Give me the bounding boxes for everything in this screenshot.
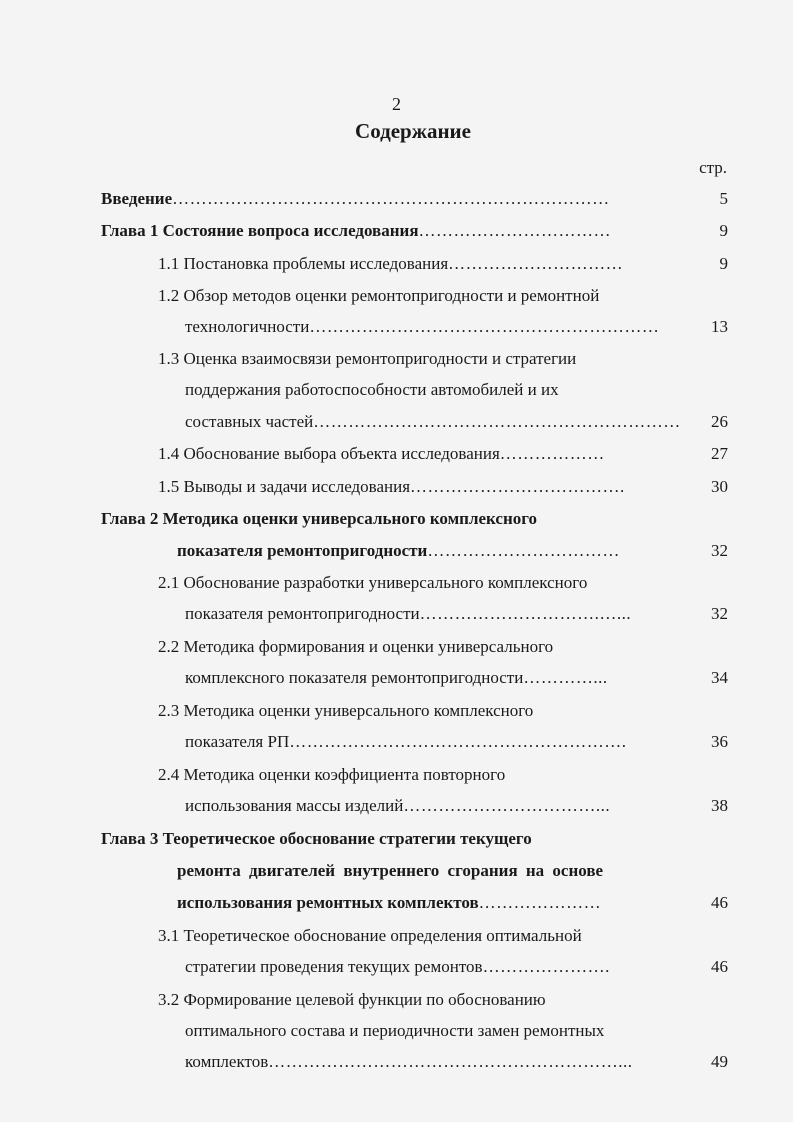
toc-label: Глава 2 Методика оценки универсального комплексного <box>101 509 538 528</box>
toc-label: показателя ремонтопригодности <box>177 541 428 560</box>
toc-label: использования ремонтных комплектов <box>177 893 479 912</box>
toc-label: 2.4 Методика оценки коэффициента повторного <box>158 765 506 784</box>
toc-label: поддержания работоспособности автомобилей и их <box>185 380 559 399</box>
toc-leader-dots: …………………. <box>482 957 610 976</box>
toc-entry-3-2 <box>158 990 546 1010</box>
toc-page-number: 30 <box>711 477 728 496</box>
page-title: Содержание <box>355 119 471 143</box>
toc-page-number: 26 <box>711 412 728 431</box>
toc-page-number: 34 <box>711 668 728 687</box>
toc-label: стратегии проведения текущих ремонтов <box>185 957 483 976</box>
toc-label: показателя ремонтопригодности <box>185 604 420 623</box>
toc-label: показателя РП <box>185 732 290 751</box>
toc-entry-1-4 <box>158 444 605 464</box>
pages-column-header: стр. <box>699 158 727 177</box>
toc-entry-2-4 <box>158 765 505 785</box>
toc-entry-1-3 <box>158 349 576 369</box>
toc-leader-dots: ……………………………………………………… <box>313 412 681 431</box>
toc-leader-dots: …………………………………………………… <box>309 317 660 336</box>
toc-label: 2.3 Методика оценки универсального комплексного <box>158 701 534 720</box>
toc-page-number: 5 <box>719 189 728 208</box>
toc-entry-2-1 <box>158 573 587 593</box>
toc-label: комплектов <box>185 1052 269 1071</box>
toc-entry-3-2-cont <box>185 1021 604 1041</box>
toc-entry-1-2 <box>158 286 599 306</box>
toc-label: 1.3 Оценка взаимосвязи ремонтопригодности и стратегии <box>158 349 577 368</box>
toc-leader-dots: …………………………… <box>427 541 620 560</box>
toc-label: 1.2 Обзор методов оценки ремонтопригодности и ремонтной <box>158 286 600 305</box>
toc-leader-dots: ……………………………... <box>403 796 611 815</box>
toc-label: 1.4 Обоснование выбора объекта исследования <box>158 444 500 463</box>
toc-entry-chapter-1 <box>101 221 611 241</box>
toc-entry-chapter-2 <box>101 509 537 529</box>
toc-leader-dots: ………………………… <box>448 254 624 273</box>
toc-leader-dots: ………………………………………………………………… <box>172 189 610 208</box>
toc-entry-1-1 <box>158 254 623 274</box>
page-number: 2 <box>392 94 401 114</box>
toc-label: комплексного показателя ремонтопригодности <box>185 668 524 687</box>
toc-label: оптимального состава и периодичности замен ремонтных <box>185 1021 605 1040</box>
toc-label: составных частей <box>185 412 314 431</box>
toc-entry-chapter-3-cont <box>177 893 601 913</box>
toc-page-number: 32 <box>711 604 728 623</box>
toc-page-number: 46 <box>711 957 728 976</box>
toc-leader-dots: …………………………… <box>418 221 612 240</box>
toc-entry-3-1 <box>158 926 582 946</box>
toc-label: 2.2 Методика формирования и оценки универсального <box>158 637 554 656</box>
toc-page-number: 9 <box>719 254 728 273</box>
toc-leader-dots: …………... <box>523 668 608 687</box>
toc-page-number: 32 <box>711 541 728 560</box>
toc-entry-2-3 <box>158 701 533 721</box>
toc-entry-chapter-2-cont <box>177 541 620 561</box>
toc-label: Глава 1 Состояние вопроса исследования <box>101 221 419 240</box>
toc-entry-1-3-cont <box>185 380 559 400</box>
toc-entry-3-1-cont <box>185 957 610 977</box>
toc-entry-chapter-3 <box>101 829 532 849</box>
toc-entry-2-3-cont <box>185 732 626 752</box>
toc-page-number: 9 <box>719 221 728 240</box>
toc-label: Глава 3 Теоретическое обоснование стратегии текущего <box>101 829 532 848</box>
toc-entry-2-1-cont <box>185 604 631 624</box>
toc-entry-2-4-cont <box>185 796 610 816</box>
toc-entry-1-5 <box>158 477 625 497</box>
toc-page-number: 13 <box>711 317 728 336</box>
toc-leader-dots: ……………………………………………………... <box>268 1052 633 1071</box>
toc-entry-2-2 <box>158 637 553 657</box>
toc-page-number: 36 <box>711 732 728 751</box>
toc-entry-introduction <box>101 189 610 209</box>
toc-leader-dots: ………………………………. <box>410 477 625 496</box>
toc-page-number: 27 <box>711 444 728 463</box>
toc-label: технологичности <box>185 317 310 336</box>
toc-entry-chapter-3-cont <box>177 861 603 881</box>
toc-label: 3.1 Теоретическое обоснование определения оптимальной <box>158 926 582 945</box>
toc-page-number: 38 <box>711 796 728 815</box>
toc-leader-dots: ………………… <box>478 893 602 912</box>
toc-leader-dots: …………………………………………………. <box>289 732 627 751</box>
toc-entry-2-2-cont <box>185 668 608 688</box>
toc-label: использования массы изделий <box>185 796 404 815</box>
toc-leader-dots: ……………… <box>499 444 605 463</box>
toc-entry-3-2-cont <box>185 1052 632 1072</box>
toc-page-number: 49 <box>711 1052 728 1071</box>
toc-label: 1.1 Постановка проблемы исследования <box>158 254 449 273</box>
toc-label: 3.2 Формирование целевой функции по обоснованию <box>158 990 546 1009</box>
toc-leader-dots: ………………………….…... <box>419 604 632 623</box>
toc-label: ремонта двигателей внутреннего сгорания на основе <box>177 861 604 880</box>
toc-label: 2.1 Обоснование разработки универсального комплексного <box>158 573 588 592</box>
toc-label: 1.5 Выводы и задачи исследования <box>158 477 411 496</box>
toc-label: Введение <box>101 189 173 208</box>
toc-entry-1-3-cont <box>185 412 681 432</box>
toc-entry-1-2-cont <box>185 317 659 337</box>
toc-page-number: 46 <box>711 893 728 912</box>
